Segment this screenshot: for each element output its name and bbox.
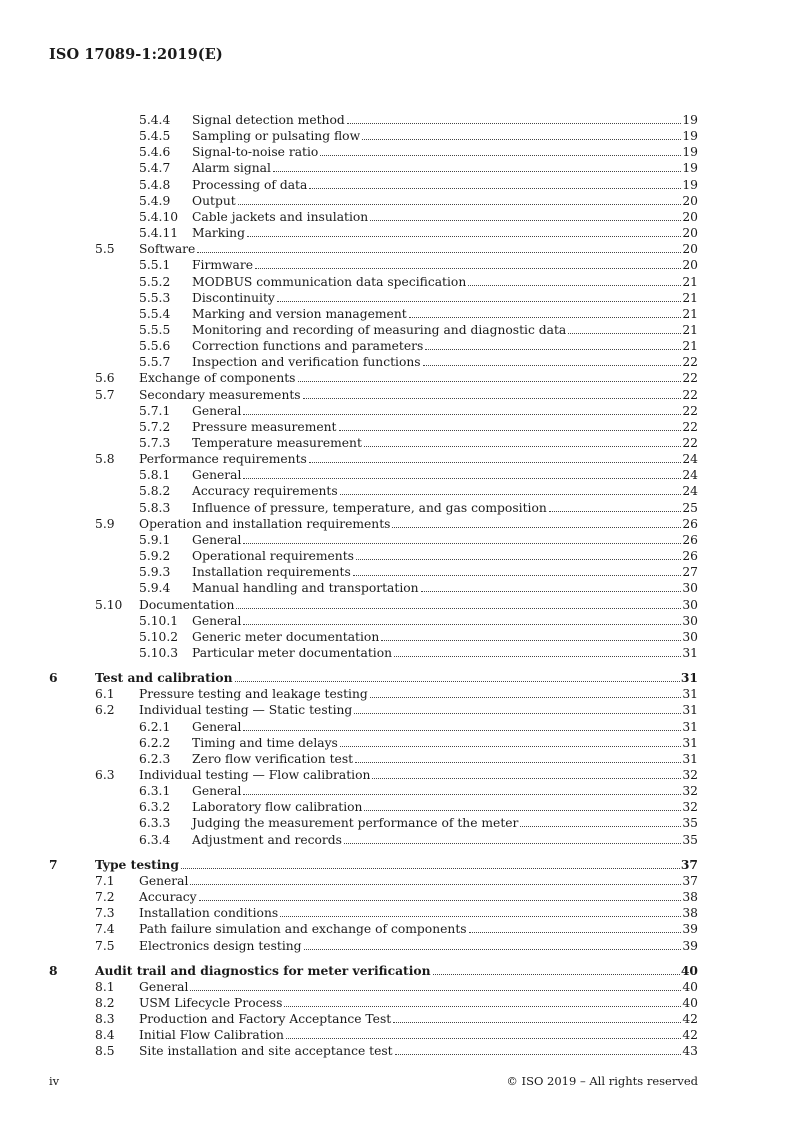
toc-entry-title: Operation and installation requirements <box>139 516 391 531</box>
toc-dot-leader <box>284 1006 681 1007</box>
toc-entry[interactable] <box>0 193 793 209</box>
toc-entry[interactable] <box>0 274 793 290</box>
toc-entry[interactable] <box>0 128 793 144</box>
toc-entry-page: 24 <box>682 452 698 467</box>
toc-entry-page: 31 <box>682 735 698 750</box>
toc-entry-page: 42 <box>682 1012 698 1027</box>
toc-entry[interactable] <box>0 815 793 831</box>
toc-entry-title: Zero flow verification test <box>192 751 354 766</box>
toc-entry[interactable] <box>0 889 793 905</box>
toc-entry-page: 20 <box>682 209 698 224</box>
toc-entry-page: 22 <box>682 355 698 370</box>
toc-dot-leader <box>381 640 681 641</box>
toc-entry-title: Exchange of components <box>139 371 296 386</box>
toc-dot-leader <box>243 730 681 731</box>
toc-dot-leader <box>394 656 681 657</box>
toc-dot-leader <box>236 608 681 609</box>
toc-entry-page: 39 <box>682 938 698 953</box>
toc-dot-leader <box>469 932 682 933</box>
toc-entry[interactable] <box>0 451 793 467</box>
toc-entry-number: 6.2.2 <box>139 735 171 750</box>
toc-dot-leader <box>320 155 681 156</box>
toc-dot-leader <box>243 414 681 415</box>
toc-entry-title: Alarm signal <box>192 161 271 176</box>
toc-entry-title: General <box>192 403 242 418</box>
toc-entry-title: General <box>192 532 242 547</box>
toc-entry-title: Monitoring and recording of measuring and diagnostic data <box>192 322 567 337</box>
toc-entry-number: 5.5.4 <box>139 306 171 321</box>
toc-entry-number: 5.10.2 <box>139 629 179 644</box>
toc-entry-page: 31 <box>682 645 698 660</box>
toc-entry-number: 6.3.4 <box>139 832 171 847</box>
toc-entry-page: 22 <box>682 419 698 434</box>
toc-entry-number: 5.8.3 <box>139 500 171 515</box>
toc-entry[interactable] <box>0 209 793 225</box>
toc-entry-number: 5.9.2 <box>139 549 171 564</box>
toc-entry-title: Marking <box>192 226 245 241</box>
toc-dot-leader <box>235 681 680 682</box>
toc-dot-leader <box>273 171 681 172</box>
toc-dot-leader <box>392 527 681 528</box>
toc-entry[interactable] <box>0 979 793 995</box>
toc-dot-leader <box>190 884 681 885</box>
toc-entry-number: 8.1 <box>95 979 115 994</box>
toc-entry-title: Accuracy requirements <box>192 484 338 499</box>
toc-dot-leader <box>362 139 681 140</box>
toc-entry-number: 5.9 <box>95 516 115 531</box>
toc-entry-page: 32 <box>682 784 698 799</box>
toc-entry-title: Correction functions and parameters <box>192 339 424 354</box>
toc-entry[interactable] <box>0 597 793 613</box>
toc-entry-title: Generic meter documentation <box>192 629 380 644</box>
toc-entry-page: 22 <box>682 436 698 450</box>
toc-entry-number: 5.4.4 <box>139 113 171 127</box>
toc-entry-title: General <box>192 468 242 483</box>
toc-entry-number: 8.5 <box>95 1044 115 1059</box>
toc-entry-title: Performance requirements <box>139 452 307 467</box>
toc-dot-leader <box>364 810 681 811</box>
toc-entry-title: Firmware <box>192 258 254 273</box>
toc-entry-page: 21 <box>682 290 698 305</box>
toc-entry-number: 6.3 <box>95 768 115 782</box>
document-header: ISO 17089-1:2019(E) <box>49 46 223 63</box>
toc-dot-leader <box>372 778 681 779</box>
toc-entry-number: 7 <box>49 856 58 872</box>
toc-entry-page: 22 <box>682 387 698 402</box>
toc-entry-number: 6.2.3 <box>139 751 171 766</box>
toc-entry-title: MODBUS communication data specification <box>192 274 467 289</box>
footer-page-number: iv <box>49 1074 60 1088</box>
toc-entry-number: 5.4.7 <box>139 161 171 176</box>
toc-entry-page: 30 <box>682 581 698 596</box>
toc-entry-number: 6.1 <box>95 687 115 702</box>
toc-entry-page: 19 <box>682 129 698 144</box>
toc-entry[interactable] <box>0 387 793 403</box>
toc-entry[interactable] <box>0 670 793 686</box>
toc-entry[interactable] <box>0 1011 793 1027</box>
toc-entry-number: 5.8.2 <box>139 484 171 499</box>
toc-entry-page: 32 <box>682 800 698 815</box>
toc-entry[interactable] <box>0 645 793 661</box>
toc-entry-page: 26 <box>682 549 698 564</box>
toc-entry-page: 20 <box>682 242 698 257</box>
toc-entry[interactable] <box>0 832 793 848</box>
toc-dot-leader <box>568 333 681 334</box>
toc-entry-title: General <box>192 719 242 734</box>
toc-entry-page: 26 <box>682 532 698 547</box>
toc-entry[interactable] <box>0 995 793 1011</box>
toc-entry-title: Laboratory flow calibration <box>192 800 363 815</box>
toc-entry-number: 5.5.6 <box>139 339 171 354</box>
toc-dot-leader <box>304 949 682 950</box>
toc-entry-page: 24 <box>682 484 698 499</box>
toc-entry-page: 30 <box>682 613 698 628</box>
toc-entry-page: 39 <box>682 922 698 937</box>
toc-entry[interactable] <box>0 564 793 580</box>
toc-dot-leader <box>355 762 681 763</box>
toc-dot-leader <box>468 285 681 286</box>
toc-entry[interactable] <box>0 580 793 596</box>
toc-dot-leader <box>340 494 682 495</box>
toc-dot-leader <box>409 317 682 318</box>
toc-entry-title: Site installation and site acceptance test <box>139 1044 393 1059</box>
toc-entry-page: 31 <box>682 687 698 702</box>
toc-dot-leader <box>520 826 681 827</box>
toc-entry[interactable] <box>0 1043 793 1059</box>
toc-entry-page: 30 <box>682 629 698 644</box>
toc-entry-number: 5.6 <box>95 371 115 386</box>
toc-entry-page: 21 <box>682 274 698 289</box>
toc-entry-number: 5.7 <box>95 387 115 402</box>
toc-entry-number: 5.4.10 <box>139 209 179 224</box>
toc-dot-leader <box>309 188 681 189</box>
toc-entry-title: Installation requirements <box>192 565 351 580</box>
toc-dot-leader <box>199 900 682 901</box>
toc-entry-title: Signal detection method <box>192 113 345 127</box>
toc-dot-leader <box>425 349 681 350</box>
toc-entry-page: 21 <box>682 306 698 321</box>
toc-entry-title: Test and calibration <box>95 670 233 686</box>
toc-dot-leader <box>286 1038 681 1039</box>
toc-entry-page: 26 <box>682 516 698 531</box>
toc-dot-leader <box>370 697 682 698</box>
toc-entry-title: Accuracy <box>139 890 197 905</box>
toc-entry[interactable] <box>0 873 793 889</box>
toc-entry-page: 43 <box>682 1044 698 1059</box>
toc-entry-title: Judging the measurement performance of the meter <box>192 816 519 831</box>
toc-entry-number: 8.2 <box>95 995 115 1010</box>
toc-entry[interactable] <box>0 963 793 979</box>
toc-entry[interactable] <box>0 160 793 176</box>
toc-entry-title: Documentation <box>139 597 235 612</box>
toc-entry-number: 6.2.1 <box>139 719 171 734</box>
toc-entry-title: Discontinuity <box>192 290 275 305</box>
toc-entry-title: General <box>192 613 242 628</box>
toc-entry-page: 27 <box>682 565 698 580</box>
toc-entry-page: 25 <box>682 500 698 515</box>
toc-entry[interactable] <box>0 338 793 354</box>
toc-entry-number: 5.9.1 <box>139 532 171 547</box>
toc-entry[interactable] <box>0 144 793 160</box>
toc-entry-page: 19 <box>682 161 698 176</box>
toc-dot-leader <box>356 559 681 560</box>
toc-entry[interactable] <box>0 1027 793 1043</box>
toc-dot-leader <box>433 974 680 975</box>
toc-entry[interactable] <box>0 257 793 273</box>
toc-entry-number: 7.4 <box>95 922 115 937</box>
toc-dot-leader <box>255 268 681 269</box>
toc-dot-leader <box>243 543 681 544</box>
toc-entry-page: 20 <box>682 258 698 273</box>
toc-entry[interactable] <box>0 548 793 564</box>
toc-entry-page: 22 <box>682 403 698 418</box>
toc-entry-number: 5.5.3 <box>139 290 171 305</box>
toc-entry-number: 5.4.5 <box>139 129 171 144</box>
toc-entry[interactable] <box>0 354 793 370</box>
toc-entry-number: 5.8 <box>95 452 115 467</box>
toc-dot-leader <box>347 123 682 124</box>
toc-entry[interactable] <box>0 467 793 483</box>
toc-dot-leader <box>277 301 681 302</box>
toc-entry-title: Electronics design testing <box>139 938 302 953</box>
toc-entry-page: 38 <box>682 890 698 905</box>
toc-entry-title: Software <box>139 242 196 257</box>
toc-entry[interactable] <box>0 112 793 128</box>
toc-entry-number: 5.4.9 <box>139 193 171 208</box>
toc-entry-page: 37 <box>682 873 698 888</box>
toc-dot-leader <box>243 794 681 795</box>
toc-dot-leader <box>370 220 681 221</box>
toc-entry-page: 22 <box>682 371 698 386</box>
toc-dot-leader <box>423 365 682 366</box>
toc-entry-title: Inspection and verification functions <box>192 355 421 370</box>
toc-entry-page: 40 <box>682 979 698 994</box>
toc-entry-number: 7.5 <box>95 938 115 953</box>
toc-entry-number: 5.4.11 <box>139 226 179 241</box>
toc-entry-page: 19 <box>682 113 698 127</box>
toc-entry[interactable] <box>0 702 793 718</box>
toc-entry-title: Timing and time delays <box>192 735 338 750</box>
toc-entry-title: Pressure measurement <box>192 419 337 434</box>
toc-entry[interactable] <box>0 322 793 338</box>
toc-entry-page: 37 <box>680 856 698 872</box>
toc-entry-number: 5.8.1 <box>139 468 171 483</box>
toc-entry-number: 7.2 <box>95 890 115 905</box>
toc-entry-title: Cable jackets and insulation <box>192 209 369 224</box>
toc-dot-leader <box>364 446 681 447</box>
toc-entry-number: 5.5.2 <box>139 274 171 289</box>
toc-dot-leader <box>298 381 682 382</box>
toc-entry[interactable] <box>0 938 793 954</box>
toc-entry-title: Operational requirements <box>192 549 354 564</box>
toc-entry-page: 31 <box>682 719 698 734</box>
toc-dot-leader <box>238 204 682 205</box>
toc-entry-title: Processing of data <box>192 177 308 192</box>
toc-entry-page: 21 <box>682 322 698 337</box>
toc-entry-page: 20 <box>682 226 698 241</box>
toc-entry[interactable] <box>0 629 793 645</box>
toc-entry[interactable] <box>0 857 793 873</box>
toc-entry-title: Secondary measurements <box>139 387 301 402</box>
toc-entry-title: Temperature measurement <box>192 436 362 450</box>
toc-entry-page: 31 <box>682 703 698 718</box>
toc-entry-number: 5.5 <box>95 242 115 257</box>
toc-entry-title: Audit trail and diagnostics for meter verification <box>95 962 431 978</box>
toc-entry[interactable] <box>0 767 793 783</box>
toc-dot-leader <box>309 462 682 463</box>
toc-dot-leader <box>549 511 682 512</box>
toc-entry-title: Path failure simulation and exchange of components <box>139 922 467 937</box>
toc-entry-page: 40 <box>682 995 698 1010</box>
toc-entry[interactable] <box>0 719 793 735</box>
toc-dot-leader <box>243 624 681 625</box>
toc-entry-title: Production and Factory Acceptance Test <box>139 1012 392 1027</box>
toc-dot-leader <box>344 843 681 844</box>
toc-entry-number: 6.3.2 <box>139 800 171 815</box>
toc-entry[interactable] <box>0 783 793 799</box>
toc-entry[interactable] <box>0 799 793 815</box>
toc-entry-page: 35 <box>682 816 698 831</box>
toc-entry-number: 5.7.2 <box>139 419 171 434</box>
toc-entry[interactable] <box>0 306 793 322</box>
toc-entry-number: 5.9.3 <box>139 565 171 580</box>
toc-entry-number: 8.3 <box>95 1012 115 1027</box>
toc-entry-number: 6.2 <box>95 703 115 718</box>
toc-dot-leader <box>353 575 682 576</box>
toc-entry-title: Adjustment and records <box>192 832 342 847</box>
toc-entry-number: 5.10 <box>95 597 123 612</box>
toc-entry-title: General <box>139 873 189 888</box>
toc-entry-number: 5.5.5 <box>139 322 171 337</box>
toc-entry-number: 8 <box>49 962 58 978</box>
toc-entry-number: 5.9.4 <box>139 581 171 596</box>
toc-entry[interactable] <box>0 290 793 306</box>
toc-entry-page: 32 <box>682 768 698 782</box>
toc-entry-number: 5.5.7 <box>139 355 171 370</box>
toc-dot-leader <box>280 916 681 917</box>
toc-entry-title: Manual handling and transportation <box>192 581 419 596</box>
toc-entry[interactable] <box>0 177 793 193</box>
toc-entry[interactable] <box>0 241 793 257</box>
toc-entry-page: 19 <box>682 177 698 192</box>
toc-entry-title: Initial Flow Calibration <box>139 1028 284 1043</box>
toc-entry-title: Installation conditions <box>139 906 279 921</box>
toc-entry[interactable] <box>0 532 793 548</box>
toc-entry-title: Influence of pressure, temperature, and gas composition <box>192 500 547 515</box>
toc-entry-title: USM Lifecycle Process <box>139 995 283 1010</box>
toc-entry-number: 6 <box>49 670 58 686</box>
toc-entry-page: 30 <box>682 597 698 612</box>
toc-entry[interactable] <box>0 419 793 435</box>
toc-entry-page: 20 <box>682 193 698 208</box>
toc-entry-page: 31 <box>682 751 698 766</box>
toc-dot-leader <box>421 591 682 592</box>
toc-entry-title: Output <box>192 193 236 208</box>
toc-entry[interactable] <box>0 225 793 241</box>
toc-entry-number: 5.7.3 <box>139 436 171 450</box>
toc-entry-number: 6.3.1 <box>139 784 171 799</box>
toc-entry-title: General <box>192 784 242 799</box>
toc-entry-page: 38 <box>682 906 698 921</box>
toc-entry-title: Pressure testing and leakage testing <box>139 687 368 702</box>
toc-entry-title: Marking and version management <box>192 306 407 321</box>
toc-entry-page: 19 <box>682 145 698 160</box>
toc-entry-page: 42 <box>682 1028 698 1043</box>
toc-entry-number: 5.7.1 <box>139 403 171 418</box>
toc-entry-number: 5.4.6 <box>139 145 171 160</box>
toc-dot-leader <box>393 1022 681 1023</box>
toc-entry-page: 31 <box>680 670 698 686</box>
toc-entry-title: Type testing <box>95 856 179 872</box>
toc-entry[interactable] <box>0 516 793 532</box>
toc-entry-number: 8.4 <box>95 1028 115 1043</box>
toc-entry-title: General <box>139 979 189 994</box>
toc-entry-page: 35 <box>682 832 698 847</box>
toc-entry[interactable] <box>0 483 793 499</box>
toc-entry-number: 6.3.3 <box>139 816 171 831</box>
toc-entry-number: 7.1 <box>95 873 115 888</box>
toc-entry[interactable] <box>0 500 793 516</box>
toc-entry-title: Individual testing — Static testing <box>139 703 353 718</box>
toc-dot-leader <box>340 746 681 747</box>
toc-dot-leader <box>354 713 681 714</box>
toc-entry[interactable] <box>0 435 793 451</box>
toc-dot-leader <box>197 252 681 253</box>
footer-copyright: © ISO 2019 – All rights reserved <box>506 1074 698 1088</box>
toc-dot-leader <box>247 236 681 237</box>
toc-entry[interactable] <box>0 613 793 629</box>
toc-entry[interactable] <box>0 403 793 419</box>
toc-entry-title: Particular meter documentation <box>192 645 393 660</box>
toc-entry[interactable] <box>0 905 793 921</box>
toc-dot-leader <box>243 478 681 479</box>
toc-entry[interactable] <box>0 686 793 702</box>
toc-dot-leader <box>303 398 682 399</box>
toc-dot-leader <box>181 868 680 869</box>
toc-entry-title: Individual testing — Flow calibration <box>139 768 371 782</box>
toc-entry-title: Signal-to-noise ratio <box>192 145 319 160</box>
toc-entry-number: 7.3 <box>95 906 115 921</box>
toc-entry-title: Sampling or pulsating flow <box>192 129 361 144</box>
toc-dot-leader <box>339 430 682 431</box>
toc-entry[interactable] <box>0 370 793 386</box>
toc-entry[interactable] <box>0 735 793 751</box>
toc-entry-number: 5.4.8 <box>139 177 171 192</box>
toc-entry-page: 21 <box>682 339 698 354</box>
toc-entry[interactable] <box>0 751 793 767</box>
toc-entry-number: 5.10.1 <box>139 613 179 628</box>
toc-entry-page: 40 <box>680 962 698 978</box>
toc-dot-leader <box>190 990 681 991</box>
toc-entry-number: 5.5.1 <box>139 258 171 273</box>
toc-entry-page: 24 <box>682 468 698 483</box>
toc-entry[interactable] <box>0 921 793 937</box>
toc-dot-leader <box>395 1054 682 1055</box>
toc-entry-number: 5.10.3 <box>139 645 179 660</box>
